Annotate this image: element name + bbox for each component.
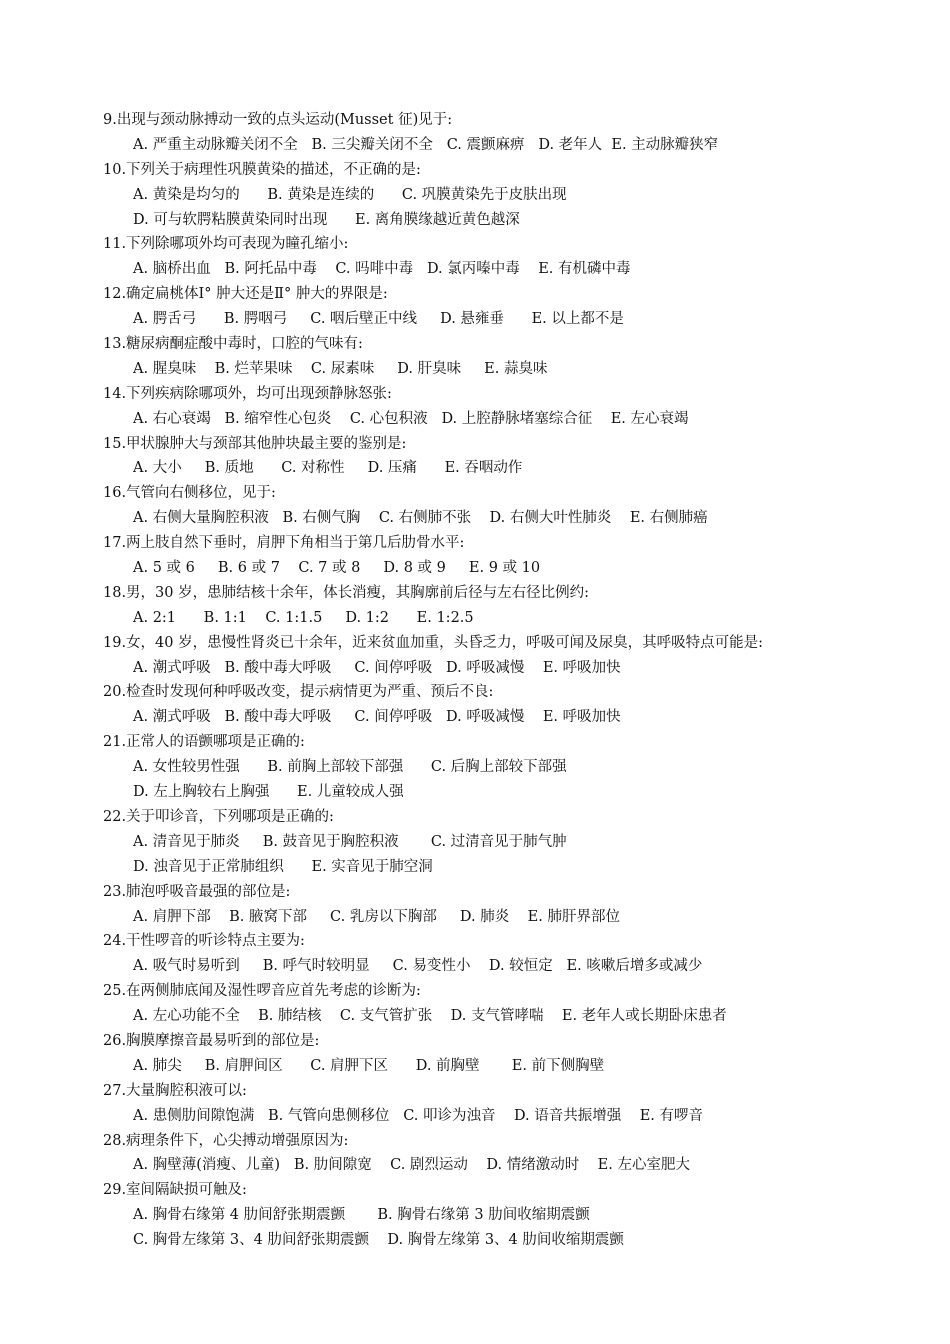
question-block bbox=[103, 581, 903, 631]
question-stem: 28.病理条件下，心尖搏动增强原因为: bbox=[103, 1132, 349, 1149]
question-block bbox=[103, 282, 903, 332]
question-options-line: A. 大小 B. 质地 C. 对称性 D. 压痛 E. 吞咽动作 bbox=[133, 460, 523, 477]
question-options-line: A. 黄染是均匀的 B. 黄染是连续的 C. 巩膜黄染先于皮肤出现 bbox=[133, 186, 567, 203]
question-options-line: A. 清音见于肺炎 B. 鼓音见于胸腔积液 C. 过清音见于肺气肿 bbox=[133, 833, 567, 850]
question-options-line: A. 2:1 B. 1:1 C. 1:1.5 D. 1:2 E. 1:2.5 bbox=[133, 609, 474, 626]
question-options-line: A. 腭舌弓 B. 腭咽弓 C. 咽后壁正中线 D. 悬雍垂 E. 以上都不是 bbox=[133, 311, 624, 328]
question-options-line: A. 脑桥出血 B. 阿托品中毒 C. 吗啡中毒 D. 氯丙嗪中毒 E. 有机磷中毒 bbox=[133, 261, 631, 278]
question-stem: 14.下列疾病除哪项外，均可出现颈静脉怒张: bbox=[103, 385, 392, 402]
question-stem: 15.甲状腺肿大与颈部其他肿块最主要的鉴别是: bbox=[103, 435, 407, 452]
question-stem: 11.下列除哪项外均可表现为瞳孔缩小: bbox=[103, 236, 349, 253]
question-options-line: A. 吸气时易听到 B. 呼气时较明显 C. 易变性小 D. 较恒定 E. 咳嗽后增多或减少 bbox=[133, 958, 703, 975]
question-block bbox=[103, 1079, 903, 1129]
question-options-line: A. 右侧大量胸腔积液 B. 右侧气胸 C. 右侧肺不张 D. 右侧大叶性肺炎 E. 右侧肺癌 bbox=[133, 510, 708, 527]
question-options-line: A. 严重主动脉瓣关闭不全 B. 三尖瓣关闭不全 C. 震颤麻痹 D. 老年人 E. 主动脉瓣狭窄 bbox=[133, 136, 719, 153]
question-block bbox=[103, 108, 903, 158]
question-options-line: A. 右心衰竭 B. 缩窄性心包炎 C. 心包积液 D. 上腔静脉堵塞综合征 E. 左心衰竭 bbox=[133, 410, 689, 427]
question-block bbox=[103, 979, 903, 1029]
question-options-line: A. 腥臭味 B. 烂苹果味 C. 尿素味 D. 肝臭味 E. 蒜臭味 bbox=[133, 360, 548, 377]
question-stem: 9.出现与颈动脉搏动一致的点头运动(Musset 征)见于: bbox=[103, 112, 453, 128]
question-options-line: A. 胸壁薄(消瘦、儿童) B. 肋间隙宽 C. 剧烈运动 D. 情绪激动时 E. 左心室肥大 bbox=[133, 1157, 690, 1174]
question-block bbox=[103, 805, 903, 880]
question-options-line: A. 5 或 6 B. 6 或 7 C. 7 或 8 D. 8 或 9 E. 9 或 10 bbox=[133, 560, 541, 577]
question-block bbox=[103, 232, 903, 282]
question-block bbox=[103, 929, 903, 979]
question-block bbox=[103, 531, 903, 581]
question-options-line: D. 可与软腭粘膜黄染同时出现 E. 离角膜缘越近黄色越深 bbox=[133, 211, 520, 228]
question-stem: 18.男，30 岁，患肺结核十余年，体长消瘦，其胸廓前后径与左右径比例约: bbox=[103, 584, 590, 601]
question-options-line: D. 左上胸较右上胸强 E. 儿童较成人强 bbox=[133, 784, 404, 801]
question-block bbox=[103, 332, 903, 382]
question-options-line: A. 肩胛下部 B. 腋窝下部 C. 乳房以下胸部 D. 肺炎 E. 肺肝界部位 bbox=[133, 908, 620, 925]
question-stem: 16.气管向右侧移位，见于: bbox=[103, 485, 276, 502]
question-block bbox=[103, 730, 903, 805]
question-stem: 22.关于叩诊音，下列哪项是正确的: bbox=[103, 808, 334, 825]
question-block bbox=[103, 382, 903, 432]
question-stem: 21.正常人的语颤哪项是正确的: bbox=[103, 734, 305, 751]
question-block bbox=[103, 1029, 903, 1079]
question-options-line: D. 浊音见于正常肺组织 E. 实音见于肺空洞 bbox=[133, 858, 433, 875]
question-block bbox=[103, 481, 903, 531]
question-options-line: A. 左心功能不全 B. 肺结核 C. 支气管扩张 D. 支气管哮喘 E. 老年人或长期卧床患者 bbox=[133, 1008, 727, 1025]
question-options-line: A. 潮式呼吸 B. 酸中毒大呼吸 C. 间停呼吸 D. 呼吸减慢 E. 呼吸加快 bbox=[133, 709, 621, 726]
question-stem: 26.胸膜摩擦音最易听到的部位是: bbox=[103, 1032, 320, 1049]
question-stem: 17.两上肢自然下垂时，肩胛下角相当于第几后肋骨水平: bbox=[103, 535, 465, 552]
question-stem: 10.下列关于病理性巩膜黄染的描述，不正确的是: bbox=[103, 161, 421, 178]
question-list bbox=[103, 108, 903, 1253]
question-block bbox=[103, 680, 903, 730]
question-block bbox=[103, 880, 903, 930]
question-options-line: A. 胸骨右缘第 4 肋间舒张期震颤 B. 胸骨右缘第 3 肋间收缩期震颤 bbox=[133, 1207, 590, 1224]
question-stem: 20.检查时发现何种呼吸改变，提示病情更为严重、预后不良: bbox=[103, 684, 494, 701]
question-stem: 19.女，40 岁，患慢性肾炎已十余年，近来贫血加重，头昏乏力，呼吸可闻及尿臭，其呼吸特点可能是: bbox=[103, 634, 764, 651]
question-options-line: A. 女性较男性强 B. 前胸上部较下部强 C. 后胸上部较下部强 bbox=[133, 759, 567, 776]
question-stem: 13.糖尿病酮症酸中毒时，口腔的气味有: bbox=[103, 336, 363, 353]
question-block bbox=[103, 1129, 903, 1179]
question-options-line: A. 潮式呼吸 B. 酸中毒大呼吸 C. 间停呼吸 D. 呼吸减慢 E. 呼吸加快 bbox=[133, 659, 621, 676]
question-stem: 29.室间隔缺损可触及: bbox=[103, 1182, 247, 1199]
question-options-line: C. 胸骨左缘第 3、4 肋间舒张期震颤 D. 胸骨左缘第 3、4 肋间收缩期震颤 bbox=[133, 1232, 624, 1249]
question-stem: 24.干性啰音的听诊特点主要为: bbox=[103, 933, 305, 950]
question-block bbox=[103, 631, 903, 681]
question-block bbox=[103, 158, 903, 233]
question-stem: 23.肺泡呼吸音最强的部位是: bbox=[103, 883, 291, 900]
question-block bbox=[103, 1178, 903, 1253]
question-stem: 12.确定扁桃体Ⅰ° 肿大还是Ⅱ° 肿大的界限是: bbox=[103, 286, 388, 303]
question-block bbox=[103, 432, 903, 482]
question-stem: 25.在两侧肺底闻及湿性啰音应首先考虑的诊断为: bbox=[103, 983, 421, 1000]
question-options-line: A. 肺尖 B. 肩胛间区 C. 肩胛下区 D. 前胸壁 E. 前下侧胸壁 bbox=[133, 1057, 605, 1074]
question-options-line: A. 患侧肋间隙饱满 B. 气管向患侧移位 C. 叩诊为浊音 D. 语音共振增强 E. 有啰音 bbox=[133, 1107, 704, 1124]
question-stem: 27.大量胸腔积液可以: bbox=[103, 1082, 247, 1099]
